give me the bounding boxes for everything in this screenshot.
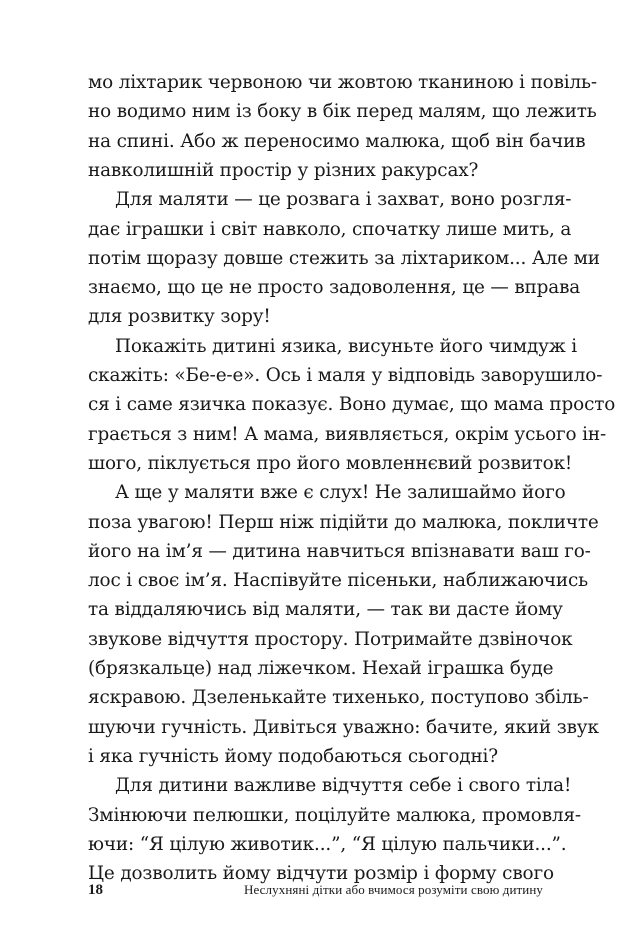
text-line: яскравою. Дзеленькайте тихенько, поступово збіль- [88, 687, 589, 708]
text-line: скажіть: «Бе-е-е». Ось і маля у відповідь заворушило- [88, 365, 603, 386]
running-title: Неслухняні дітки або вчимося розуміти свою дитину [243, 882, 543, 897]
text-line: (брязкальце) над ліжечком. Нехай іграшка буде [88, 658, 554, 679]
text-line: Покажіть дитині язика, висуньте його чимдуж і [115, 336, 577, 357]
text-line: Для дитини важливе відчуття себе і свого тіла! [115, 775, 572, 796]
text-line: дає іграшки і світ навколо, спочатку лише мить, а [88, 219, 572, 240]
text-line: знаємо, що це не просто задоволення, це — вправа [88, 277, 581, 298]
text-line: Це дозволить йому відчути розмір і форму свого [88, 863, 554, 884]
text-line: Для маляти — це розвага і захват, воно розгля- [115, 189, 572, 210]
text-line: А ще у маляти вже є слух! Не залишаймо його [115, 482, 566, 503]
text-line: на спині. Або ж переносимо малюка, щоб він бачив [88, 131, 586, 152]
text-line: шуючи гучність. Дивіться уважно: бачите, який звук [88, 717, 599, 738]
text-line: ючи: “Я цілую животик...”, “Я цілую пальчики...”. [88, 834, 567, 855]
text-line: та віддаляючись від маляти, — так ви дасте йому [88, 599, 563, 620]
text-line: і яка гучність йому подобаються сьогодні? [88, 746, 498, 767]
text-line: шого, піклується про його мовленнєвий розвиток! [88, 453, 573, 474]
text-line: грається з ним! А мама, виявляється, окрім усього ін- [88, 424, 607, 445]
page-footer [88, 878, 543, 902]
page-number: 18 [88, 882, 103, 898]
text-line: мо ліхтарик червоною чи жовтою тканиною і повіль- [88, 72, 597, 93]
text-line: навколишній простір у різних ракурсах? [88, 160, 479, 181]
text-line: но водимо ним із боку в бік перед малям, що лежить [88, 101, 597, 122]
text-line: для розвитку зору! [88, 306, 271, 327]
text-line: звукове відчуття простору. Потримайте дзвіночок [88, 629, 573, 650]
text-line: поза увагою! Перш ніж підійти до малюка, покличте [88, 512, 599, 533]
text-line: ся і саме язичка показує. Воно думає, що мама просто [88, 394, 616, 415]
text-line: лос і своє ім’я. Наспівуйте пісеньки, наближаючись [88, 570, 588, 591]
text-line: Змінюючи пелюшки, поцілуйте малюка, промовля- [88, 805, 581, 826]
text-line: потім щоразу довше стежить за ліхтариком... Але ми [88, 248, 600, 269]
text-line: його на ім’я — дитина навчиться впізнавати ваш го- [88, 541, 591, 562]
